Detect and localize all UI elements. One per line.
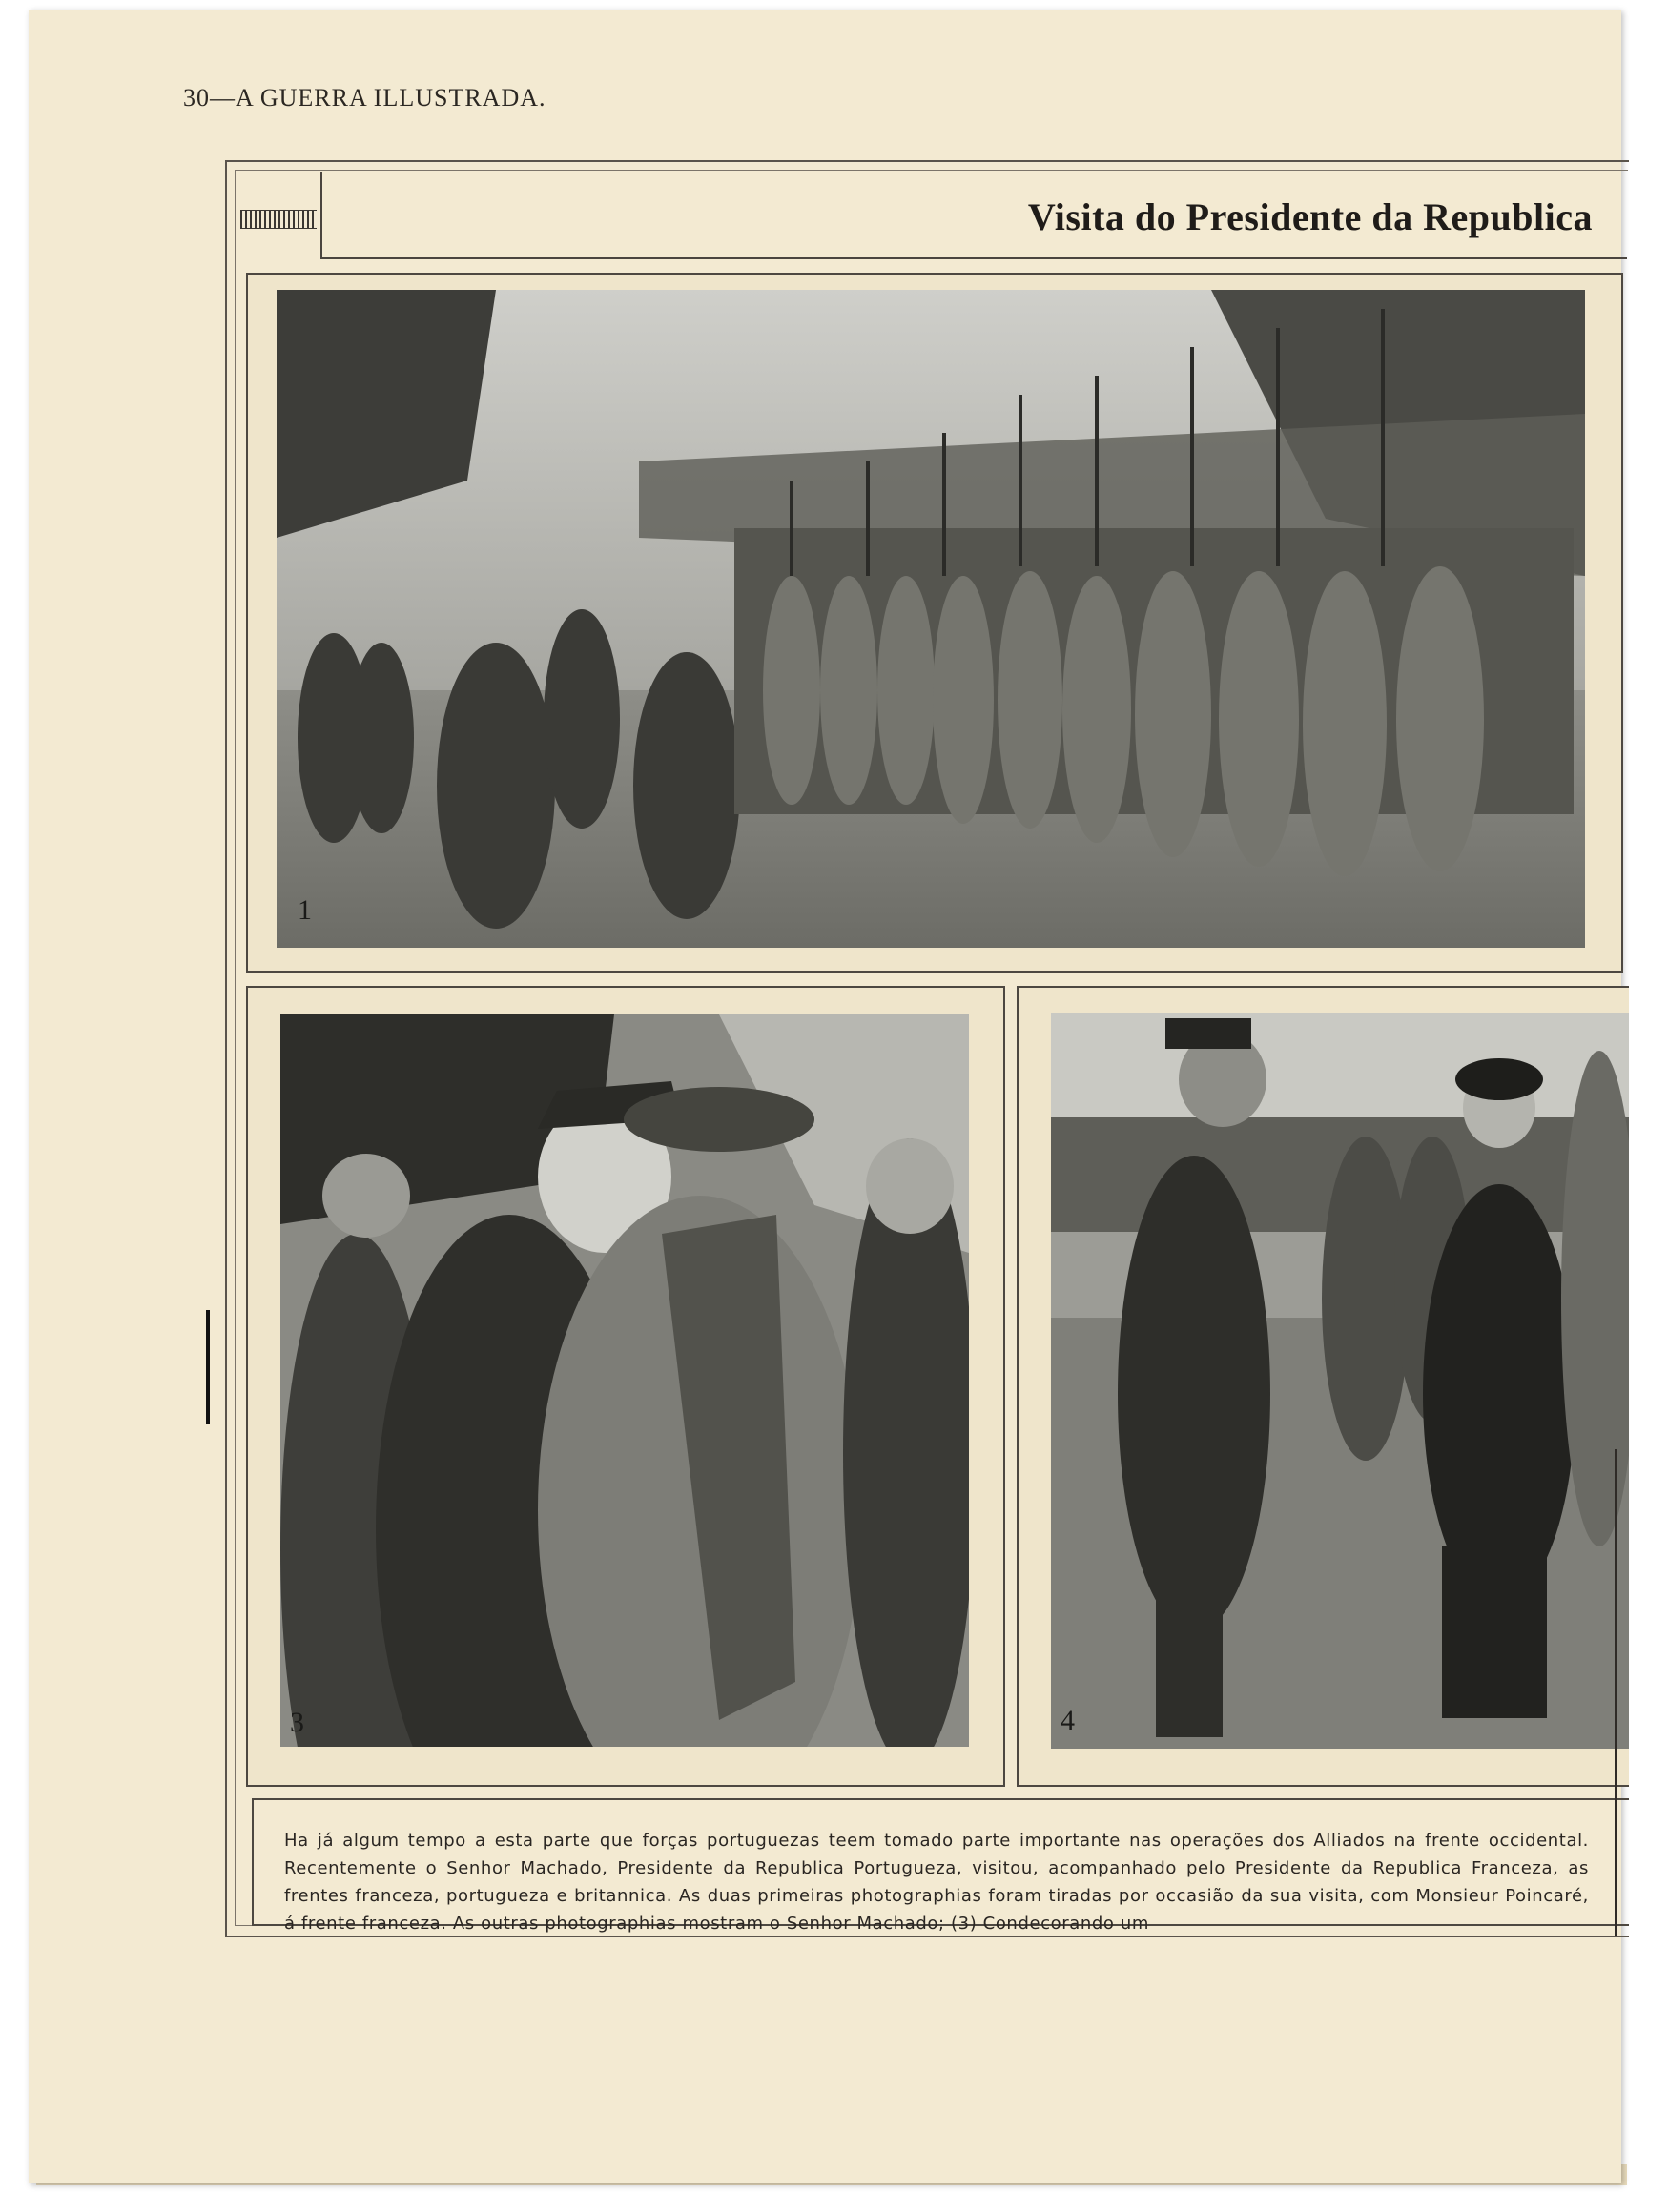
title-rule (320, 257, 1627, 259)
margin-mark (206, 1310, 210, 1424)
photo-troop-review (277, 290, 1585, 948)
ornament-corner (237, 172, 322, 259)
photo-frame-4 (1017, 986, 1629, 1787)
title-banner (237, 172, 1627, 259)
troop-review-image (277, 290, 1585, 948)
ornament-pattern (240, 210, 317, 229)
running-head: 30—A GUERRA ILLUSTRADA. (183, 84, 546, 112)
photo-officers (1051, 1013, 1629, 1749)
photo-number-4: 4 (1061, 1705, 1075, 1736)
page-title: Visita do Presidente da Republica (1027, 195, 1593, 238)
photo-number-3: 3 (290, 1707, 304, 1738)
photo-decoration (280, 1014, 969, 1747)
officers-image (1051, 1013, 1629, 1749)
photo-frame-1 (246, 273, 1623, 973)
photo-number-1: 1 (298, 894, 312, 926)
photo-frame-3 (246, 986, 1005, 1787)
decoration-image (280, 1014, 969, 1747)
caption-text: Ha já algum tempo a esta parte que forças portuguezas teem tomado parte importante nas operações dos Alliados na frente occidental. Recentemente o Senhor Machado, Presidente da Republica Portugueza, visitou, acompanhado pelo Presidente da Republica Franceza, as frentes franceza, portugueza e britannica. As duas primeiras photographias foram tiradas por occasião da sua visita, com Monsieur Poincaré, á frente franceza. As outras photographias mostram o Senhor Machado; (3) Condecorando um (284, 1831, 1589, 1934)
caption-box (252, 1798, 1629, 1934)
page-fold-line (1615, 1449, 1630, 1936)
